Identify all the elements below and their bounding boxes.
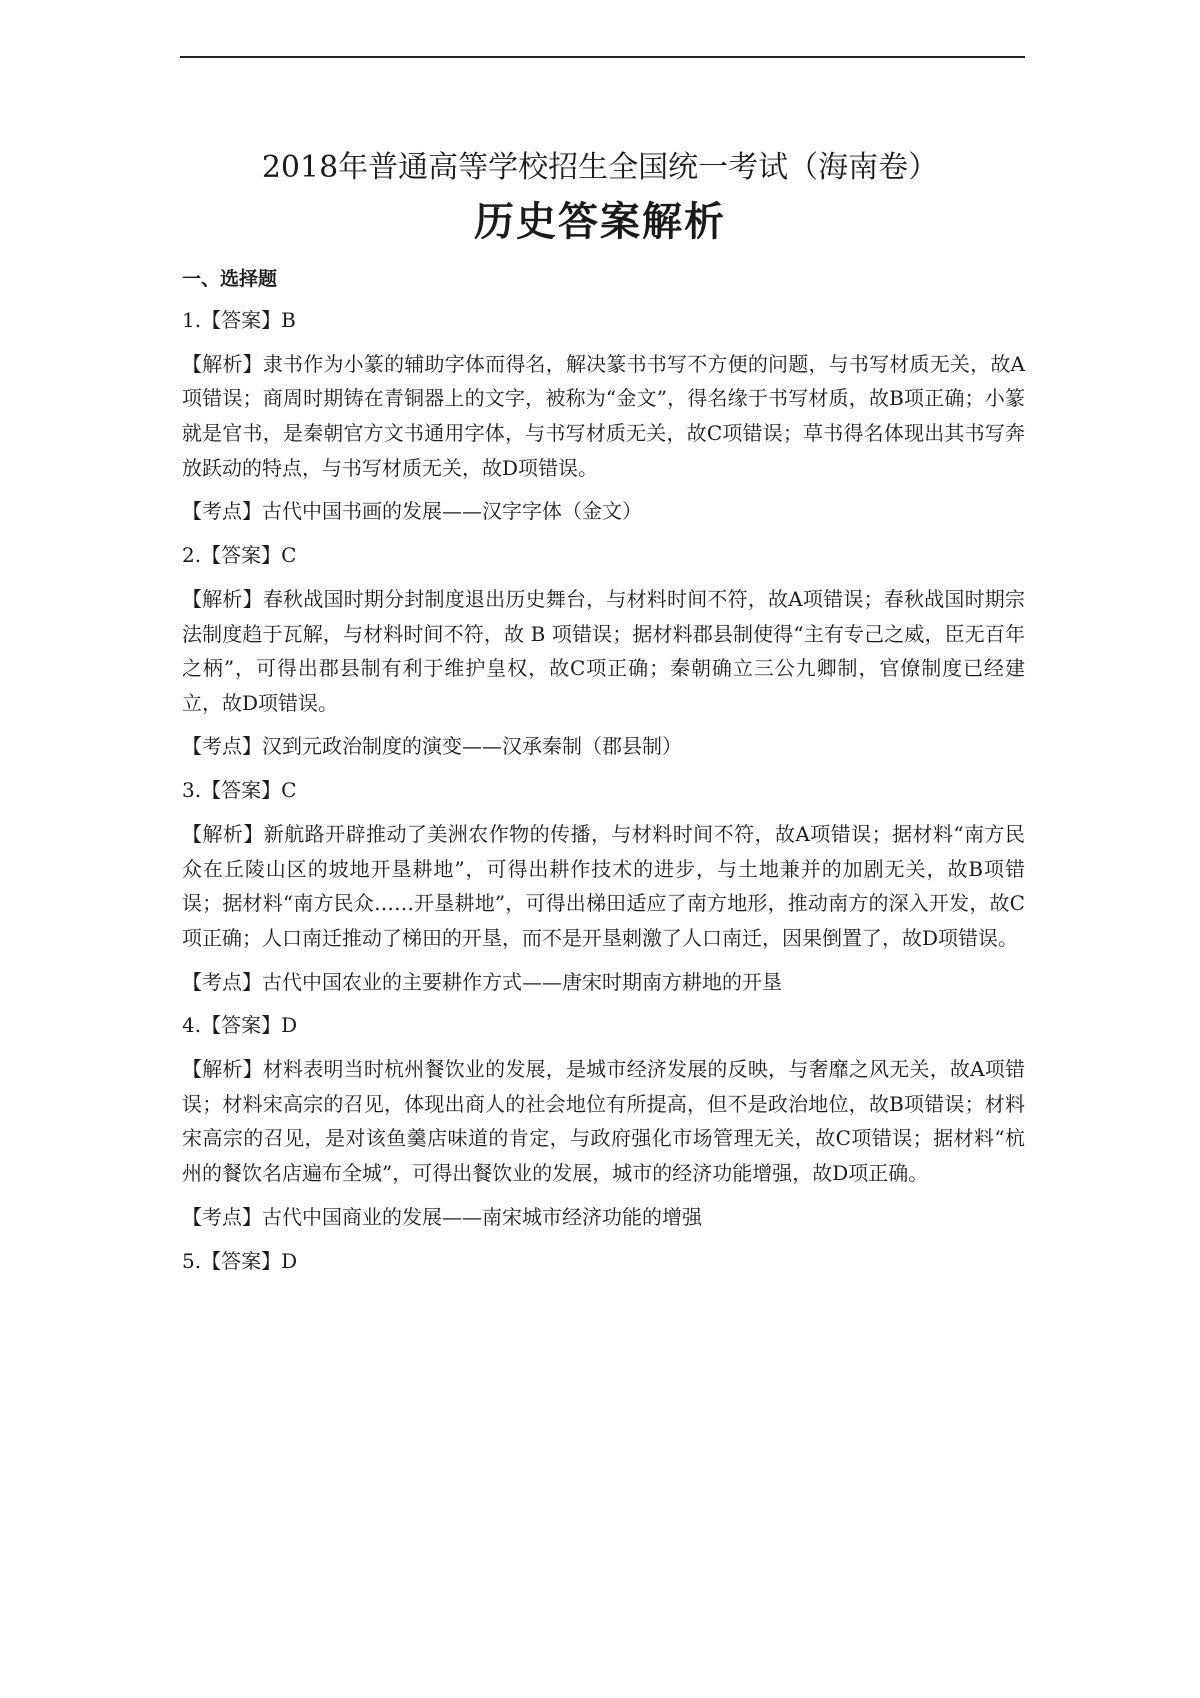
exam-title: 2018年普通高等学校招生全国统一考试（海南卷） (261, 150, 939, 185)
question-5 (182, 1244, 1025, 1279)
question-analysis: 【解析】隶书作为小篆的辅助字体而得名，解决篆书书写不方便的问题，与书写材质无关，故A项错误；商周时期铸在青铜器上的文字，被称为“金文”，得名缘于书写材质，故B项正确；小篆就是官书，是秦朝官方文书通用字体，与书写材质无关，故C项错误；草书得名体现出其书写奔放跃动的特点，与书写材质无关，故D项错误。 (182, 351, 1025, 480)
question-answer: 1.【答案】B (182, 308, 296, 332)
document-body (182, 262, 1025, 1287)
question-3 (182, 773, 1025, 999)
section-heading: 一、选择题 (182, 268, 278, 290)
question-2 (182, 538, 1025, 764)
question-4 (182, 1008, 1025, 1234)
question-analysis: 【解析】新航路开辟推动了美洲农作物的传播，与材料时间不符，故A项错误；据材料“南方民众在丘陵山区的坡地开垦耕地”，可得出耕作技术的进步，与土地兼并的加剧无关，故B项错误；据材料“南方民众……开垦耕地”，可得出梯田适应了南方地形，推动南方的深入开发，故C项正确；人口南迁推动了梯田的开垦，而不是开垦刺激了人口南迁，因果倒置了，故D项错误。 (182, 822, 1025, 950)
question-1 (182, 303, 1025, 529)
question-analysis: 【解析】材料表明当时杭州餐饮业的发展，是城市经济发展的反映，与奢靡之风无关，故A项错误；材料宋高宗的召见，体现出商人的社会地位有所提高，但不是政治地位，故B项错误；材料宋高宗的召见，是对该鱼羹店味道的肯定，与政府强化市场管理无关，故C项错误；据材料“杭州的餐饮名店遍布全城”，可得出餐饮业的发展，城市的经济功能增强，故D项正确。 (182, 1057, 1025, 1185)
question-answer: 3.【答案】C (182, 778, 297, 803)
question-point: 【考点】汉到元政治制度的演变——汉承秦制（郡县制） (182, 734, 682, 759)
question-point: 【考点】古代中国书画的发展——汉字字体（金文） (182, 499, 642, 524)
question-answer: 4.【答案】D (182, 1013, 298, 1038)
header-rule (180, 56, 1025, 58)
question-analysis: 【解析】春秋战国时期分封制度退出历史舞台，与材料时间不符，故A项错误；春秋战国时期宗法制度趋于瓦解，与材料时间不符，故 B 项错误；据材料郡县制使得“主有专己之威，臣无百年之柄”，可得出郡县制有利于维护皇权，故C项正确；秦朝确立三公九卿制，官僚制度已经建立，故D项错误。 (182, 586, 1025, 715)
question-point: 【考点】古代中国商业的发展——南宋城市经济功能的增强 (182, 1204, 702, 1229)
question-point: 【考点】古代中国农业的主要耕作方式——唐宋时期南方耕地的开垦 (182, 969, 782, 994)
question-answer: 2.【答案】C (182, 543, 297, 568)
page-title: 历史答案解析 (474, 199, 726, 245)
question-answer: 5.【答案】D (182, 1248, 298, 1273)
